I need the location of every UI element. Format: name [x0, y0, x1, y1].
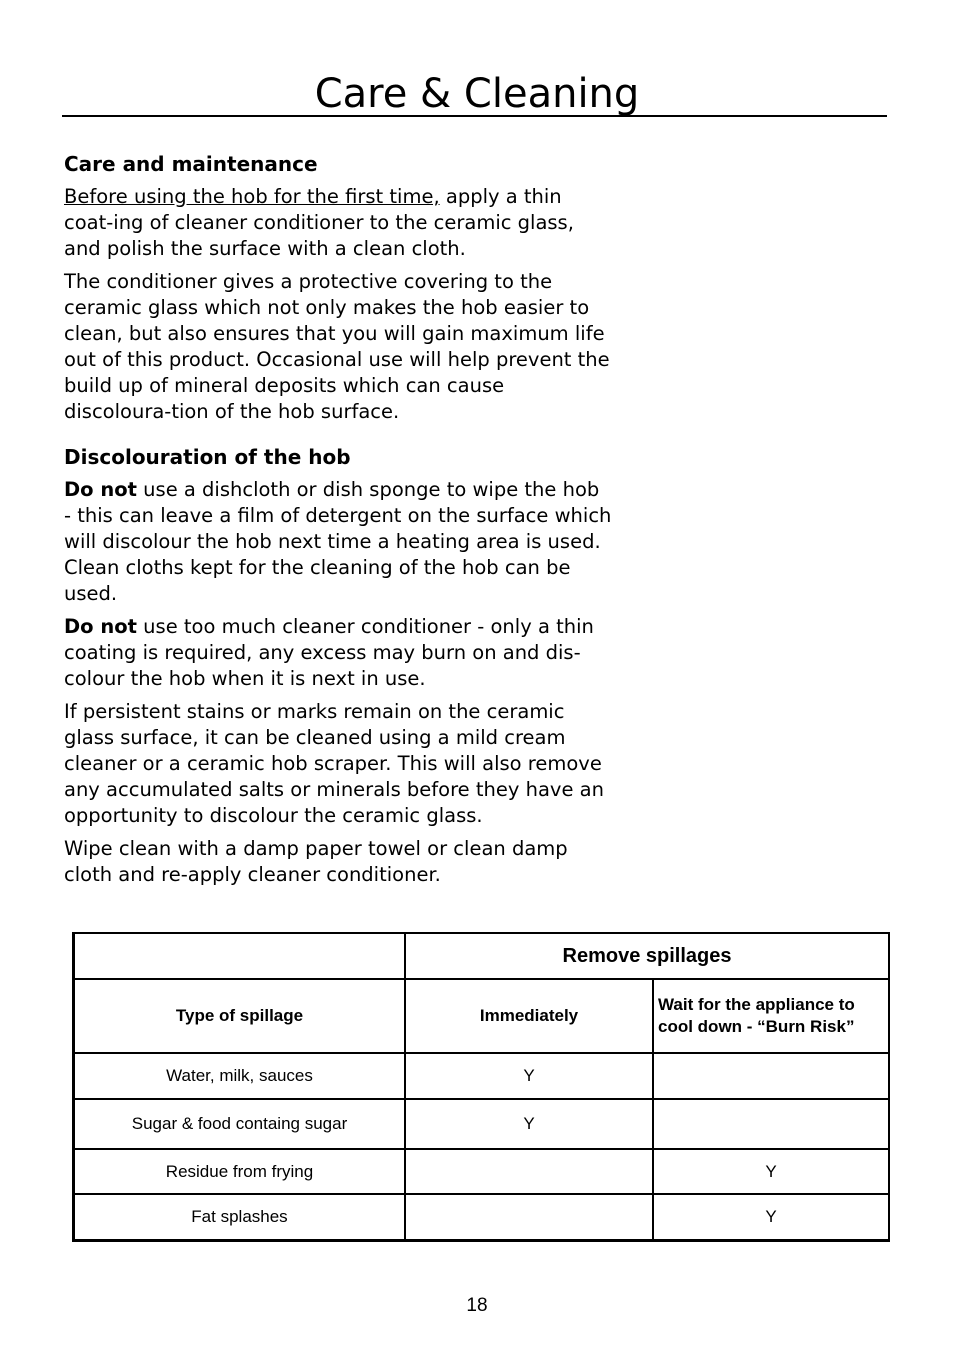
table-corner-cell	[74, 933, 406, 979]
paragraph-conditioner: The conditioner gives a protective covering to the ceramic glass which not only makes the hob easier to clean, but also ensures that you will gain maximum life out of this product. Occasional use will help prevent the build up of mineral deposits which can cause discoloura-tion of the hob surface.	[64, 270, 610, 423]
title-divider	[62, 115, 887, 117]
table-header-wait: Wait for the appliance to cool down - “Burn Risk”	[653, 979, 889, 1053]
paragraph-wipe: Wipe clean with a damp paper towel or clean damp cloth and re-apply cleaner conditioner.	[64, 837, 568, 886]
section-heading-discolouration: Discolouration of the hob	[64, 445, 351, 469]
do-not-bold: Do not	[64, 615, 137, 638]
first-use-rest: apply a thin coat-ing of cleaner conditioner to the ceramic glass, and polish the surface with a clean cloth.	[64, 185, 574, 260]
too-much-rest: use too much cleaner conditioner - only a thin coating is required, any excess may burn on and dis-colour the hob when it is next in use.	[64, 615, 594, 690]
first-use-underlined: Before using the hob for the first time,	[64, 185, 440, 208]
wait-mark	[653, 1053, 889, 1099]
spillage-table	[72, 932, 890, 1242]
immediately-mark	[405, 1194, 653, 1240]
paragraph-dishcloth	[64, 477, 612, 607]
table-group-header: Remove spillages	[405, 933, 889, 979]
table-row	[74, 1149, 890, 1194]
spillage-type: Fat splashes	[74, 1194, 406, 1240]
paragraph-stains: If persistent stains or marks remain on the ceramic glass surface, it can be cleaned using a mild cream cleaner or a ceramic hob scraper. This will also remove any accumulated salts or minerals before they have an opportunity to discolour the ceramic glass.	[64, 700, 604, 827]
immediately-mark: Y	[405, 1053, 653, 1099]
table-row	[74, 1194, 890, 1240]
spillage-type: Water, milk, sauces	[74, 1053, 406, 1099]
paragraph-too-much	[64, 614, 612, 692]
wait-mark: Y	[653, 1149, 889, 1194]
dishcloth-rest: use a dishcloth or dish sponge to wipe the hob - this can leave a film of detergent on the surface which will discolour the hob next time a heating area is used. Clean cloths kept for the cleaning of the hob can be used.	[64, 478, 612, 605]
page-title: Care & Cleaning	[314, 71, 640, 117]
wait-mark: Y	[653, 1194, 889, 1240]
body-text	[64, 150, 612, 895]
immediately-mark: Y	[405, 1099, 653, 1149]
table-row	[74, 1053, 890, 1099]
immediately-mark	[405, 1149, 653, 1194]
spillage-type: Sugar & food containg sugar	[74, 1099, 406, 1149]
table-header-immediately: Immediately	[405, 979, 653, 1053]
wait-mark	[653, 1099, 889, 1149]
table-row	[74, 1099, 890, 1149]
table-header-type: Type of spillage	[74, 979, 406, 1053]
spillage-type: Residue from frying	[74, 1149, 406, 1194]
paragraph-first-use	[64, 184, 612, 262]
do-not-bold: Do not	[64, 478, 137, 501]
page-number: 18	[466, 1295, 488, 1316]
section-heading-care: Care and maintenance	[64, 152, 318, 176]
